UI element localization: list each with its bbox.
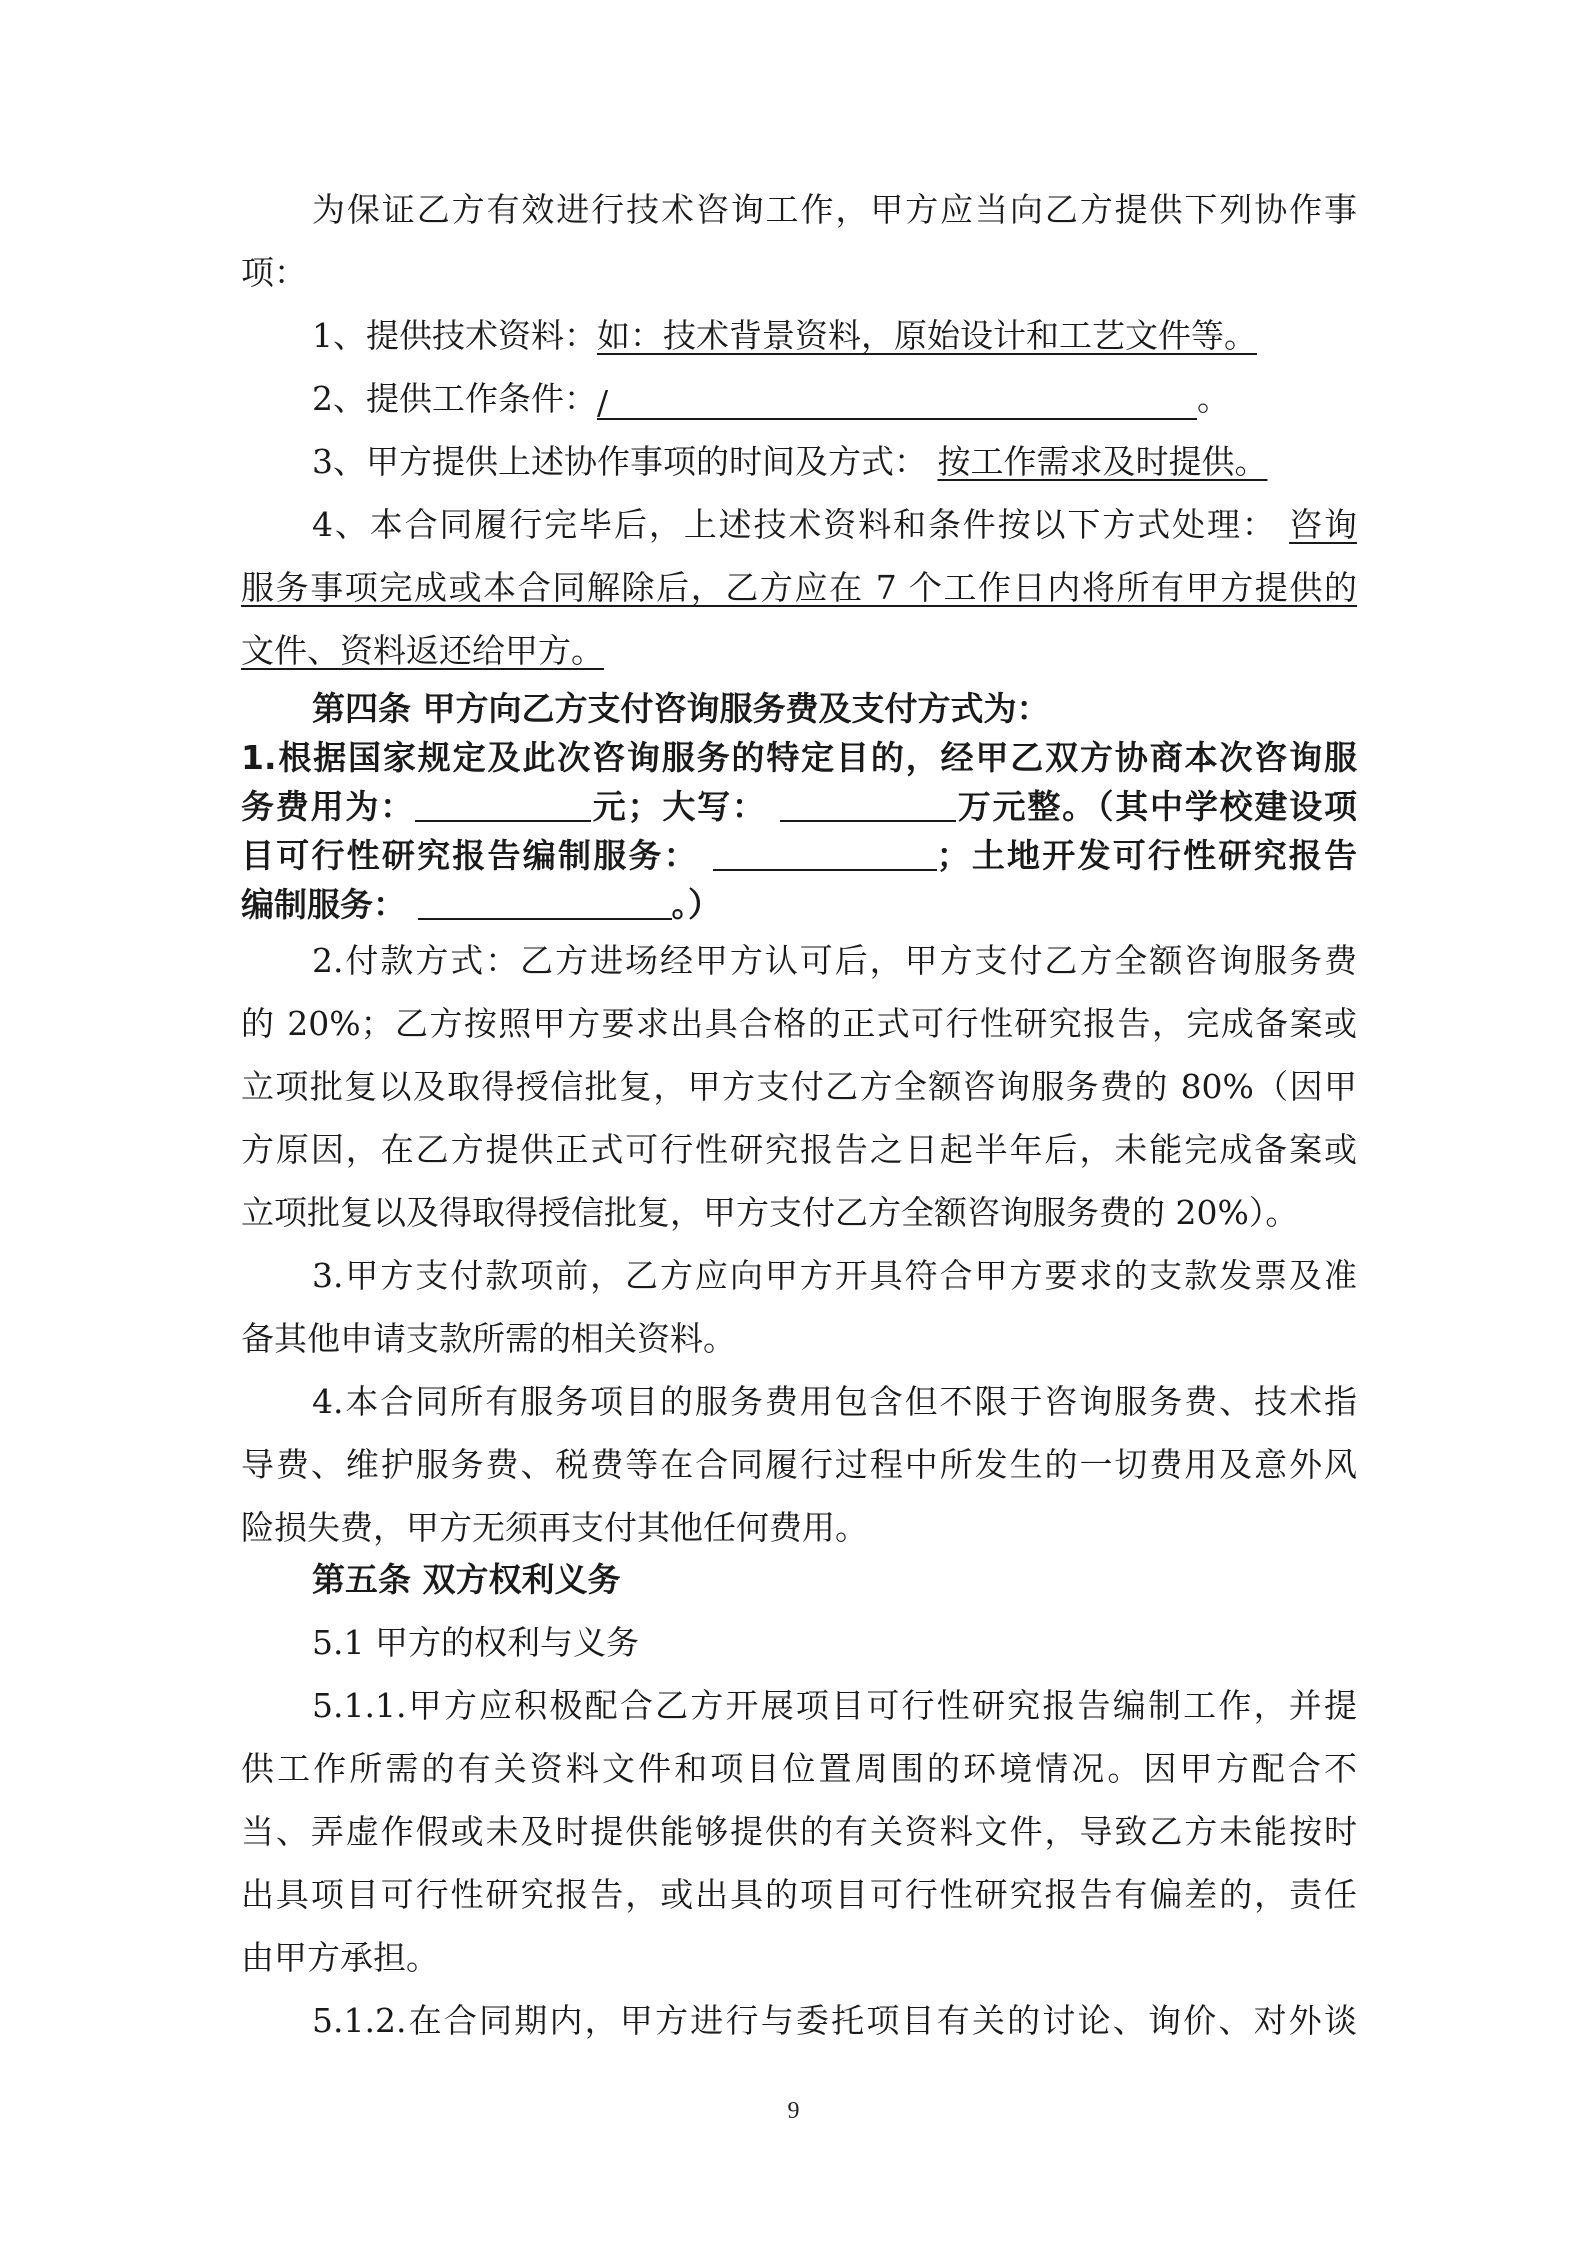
paragraph-line: [241, 880, 1357, 929]
article-heading: 第四条 甲方向乙方支付咨询服务费及支付方式为：: [312, 689, 1050, 728]
item-value: 如：技术背景资料，原始设计和工艺文件等。: [597, 316, 1257, 355]
paragraph-line: 导费、维护服务费、税费等在合同履行过程中所发生的一切费用及意外风: [241, 1445, 1357, 1484]
page-number: 9: [787, 2098, 800, 2124]
item-label: 4、本合同履行完毕后，上述技术资料和条件按以下方式处理：: [312, 505, 1277, 544]
paragraph-line: 供工作所需的有关资料文件和项目位置周围的环境情况。因甲方配合不: [241, 1749, 1357, 1788]
paragraph-line: 备其他申请支款所需的相关资料。: [241, 1319, 736, 1358]
paragraph-line: 当、弄虚作假或未及时提供能够提供的有关资料文件，导致乙方未能按时: [241, 1812, 1357, 1851]
assist-item-1: [241, 304, 1357, 367]
paragraph-line: 立项批复以及得取得授信批复，甲方支付乙方全额咨询服务费的 20%）。: [241, 1193, 1299, 1232]
paragraph-line: 2.付款方式：乙方进场经甲方认可后，甲方支付乙方全额咨询服务费: [312, 941, 1357, 980]
item-value: /: [597, 388, 1197, 420]
text: 元；大写：: [590, 787, 767, 826]
text: ；土地开发可行性研究报告: [936, 836, 1358, 875]
paragraph-line: 险损失费，甲方无须再支付其他任何费用。: [241, 1508, 868, 1547]
item-label: 1、提供技术资料：: [312, 316, 597, 355]
article-4-body: [241, 929, 1357, 1559]
item-value: 按工作需求及时提供。: [937, 442, 1268, 481]
text: 编制服务：: [241, 885, 406, 924]
paragraph-line: 5.1.1.甲方应积极配合乙方开展项目可行性研究报告编制工作，并提: [312, 1686, 1357, 1725]
school-fee-blank: [713, 839, 937, 871]
paragraph-line: [241, 782, 1357, 831]
text: 万元整。（其中学校建设项: [956, 787, 1358, 826]
paragraph-line: 方原因，在乙方提供正式可行性研究报告之日起半年后，未能完成备案或: [241, 1130, 1357, 1169]
assist-section: [241, 178, 1357, 682]
article-5: [241, 1548, 1357, 2052]
paragraph-line: 的 20%；乙方按照甲方要求出具合格的正式可行性研究报告，完成备案或: [241, 1004, 1357, 1043]
item-value: 文件、资料返还给甲方。: [241, 631, 604, 670]
paragraph-line: 项：: [241, 253, 307, 292]
paragraph-line: 服务事项完成或本合同解除后，乙方应在 7 个工作日内将所有甲方提供的: [241, 568, 1357, 607]
paragraph-line: 5.1.2.在合同期内，甲方进行与委托项目有关的讨论、询价、对外谈: [312, 2001, 1357, 2040]
paragraph-line: 立项批复以及取得授信批复，甲方支付乙方全额咨询服务费的 80%（因甲: [241, 1067, 1357, 1106]
item-label: 2、提供工作条件：: [312, 379, 597, 418]
paragraph-line: 3.甲方支付款项前，乙方应向甲方开具符合甲方要求的支款发票及准: [312, 1256, 1357, 1295]
land-fee-blank: [418, 888, 672, 920]
fee-blank: [415, 790, 591, 822]
text: 。）: [671, 885, 721, 924]
paragraph-line: 4.本合同所有服务项目的服务费用包含但不限于咨询服务费、技术指: [312, 1382, 1357, 1421]
text: 目可行性研究报告编制服务：: [241, 836, 699, 875]
paragraph-line: [241, 831, 1357, 880]
text: 务费用为：: [241, 787, 415, 826]
paragraph-line: [241, 619, 1357, 682]
assist-item-4: [241, 493, 1357, 556]
paragraph-line: 由甲方承担。: [241, 1938, 439, 1977]
item-value: 咨询: [1289, 505, 1357, 544]
paragraph-line: 为保证乙方有效进行技术咨询工作，甲方应当向乙方提供下列协作事: [312, 190, 1357, 229]
assist-item-2: [241, 367, 1357, 430]
article-heading: 第五条 双方权利义务: [312, 1560, 621, 1599]
paragraph-line: 出具项目可行性研究报告，或出具的项目可行性研究报告有偏差的，责任: [241, 1875, 1357, 1914]
paragraph-line: 1.根据国家规定及此次咨询服务的特定目的，经甲乙双方协商本次咨询服: [241, 738, 1357, 777]
fee-words-blank: [780, 790, 956, 822]
assist-item-3: [241, 430, 1357, 493]
article-4: [241, 684, 1357, 929]
item-end: 。: [1197, 379, 1230, 418]
item-label: 3、甲方提供上述协作事项的时间及方式：: [312, 442, 927, 481]
section-heading: 5.1 甲方的权利与义务: [312, 1623, 639, 1662]
